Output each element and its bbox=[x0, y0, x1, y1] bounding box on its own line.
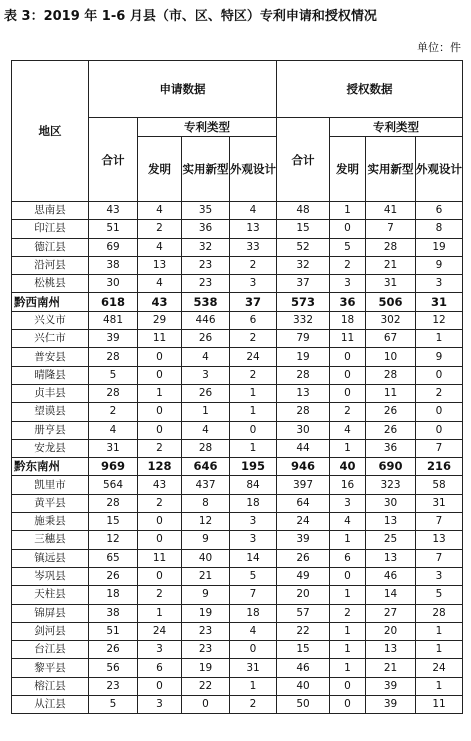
region-name-cell: 册亨县 bbox=[12, 421, 89, 439]
app-design-cell: 31 bbox=[230, 659, 277, 677]
app-total-cell: 28 bbox=[89, 348, 138, 366]
grant-invention-cell: 3 bbox=[330, 275, 366, 293]
table-row bbox=[12, 513, 463, 531]
table-row bbox=[12, 567, 463, 585]
grant-utility-cell: 13 bbox=[366, 549, 416, 567]
table-row bbox=[12, 348, 463, 366]
grant-utility-cell: 21 bbox=[366, 659, 416, 677]
grant-invention-cell: 0 bbox=[330, 696, 366, 714]
grant-total-cell: 24 bbox=[277, 513, 330, 531]
region-name-cell: 黄平县 bbox=[12, 494, 89, 512]
region-name-cell: 兴义市 bbox=[12, 311, 89, 329]
grant-invention-cell: 2 bbox=[330, 403, 366, 421]
app-invention-cell: 0 bbox=[138, 677, 182, 695]
grant-total-cell: 15 bbox=[277, 220, 330, 238]
grant-invention-cell: 5 bbox=[330, 238, 366, 256]
app-invention-cell: 128 bbox=[138, 458, 182, 476]
grant-design-cell: 12 bbox=[416, 311, 463, 329]
app-design-cell: 3 bbox=[230, 275, 277, 293]
table-row bbox=[12, 677, 463, 695]
table-row bbox=[12, 586, 463, 604]
app-design-cell: 1 bbox=[230, 677, 277, 695]
header-grant-total: 合计 bbox=[277, 118, 330, 202]
grant-design-cell: 31 bbox=[416, 293, 463, 311]
app-total-cell: 481 bbox=[89, 311, 138, 329]
app-design-cell: 3 bbox=[230, 513, 277, 531]
app-utility-cell: 538 bbox=[182, 293, 230, 311]
app-utility-cell: 28 bbox=[182, 439, 230, 457]
app-utility-cell: 26 bbox=[182, 384, 230, 402]
app-invention-cell: 2 bbox=[138, 220, 182, 238]
grant-total-cell: 15 bbox=[277, 641, 330, 659]
grant-total-cell: 50 bbox=[277, 696, 330, 714]
grant-total-cell: 397 bbox=[277, 476, 330, 494]
app-design-cell: 84 bbox=[230, 476, 277, 494]
grant-total-cell: 26 bbox=[277, 549, 330, 567]
grant-total-cell: 22 bbox=[277, 622, 330, 640]
app-invention-cell: 2 bbox=[138, 439, 182, 457]
app-total-cell: 4 bbox=[89, 421, 138, 439]
grant-design-cell: 0 bbox=[416, 403, 463, 421]
table-row bbox=[12, 494, 463, 512]
app-utility-cell: 23 bbox=[182, 622, 230, 640]
grant-utility-cell: 27 bbox=[366, 604, 416, 622]
table-row bbox=[12, 476, 463, 494]
app-design-cell: 33 bbox=[230, 238, 277, 256]
app-utility-cell: 9 bbox=[182, 586, 230, 604]
app-total-cell: 15 bbox=[89, 513, 138, 531]
app-utility-cell: 23 bbox=[182, 275, 230, 293]
header-grant-patent-type: 专利类型 bbox=[330, 118, 463, 137]
app-total-cell: 28 bbox=[89, 384, 138, 402]
app-design-cell: 13 bbox=[230, 220, 277, 238]
app-design-cell: 6 bbox=[230, 311, 277, 329]
region-name-cell: 兴仁市 bbox=[12, 330, 89, 348]
app-invention-cell: 13 bbox=[138, 256, 182, 274]
grant-utility-cell: 302 bbox=[366, 311, 416, 329]
grant-design-cell: 1 bbox=[416, 330, 463, 348]
app-total-cell: 43 bbox=[89, 202, 138, 220]
grant-design-cell: 216 bbox=[416, 458, 463, 476]
grant-utility-cell: 14 bbox=[366, 586, 416, 604]
region-name-cell: 天柱县 bbox=[12, 586, 89, 604]
header-region: 地区 bbox=[12, 61, 89, 202]
app-invention-cell: 2 bbox=[138, 586, 182, 604]
app-total-cell: 12 bbox=[89, 531, 138, 549]
app-design-cell: 2 bbox=[230, 256, 277, 274]
region-name-cell: 印江县 bbox=[12, 220, 89, 238]
grant-utility-cell: 39 bbox=[366, 696, 416, 714]
app-invention-cell: 3 bbox=[138, 641, 182, 659]
app-design-cell: 1 bbox=[230, 403, 277, 421]
app-utility-cell: 12 bbox=[182, 513, 230, 531]
table-row bbox=[12, 256, 463, 274]
grant-design-cell: 28 bbox=[416, 604, 463, 622]
grant-design-cell: 5 bbox=[416, 586, 463, 604]
app-invention-cell: 0 bbox=[138, 567, 182, 585]
grant-invention-cell: 2 bbox=[330, 604, 366, 622]
grant-design-cell: 6 bbox=[416, 202, 463, 220]
table-row bbox=[12, 275, 463, 293]
app-invention-cell: 0 bbox=[138, 348, 182, 366]
app-utility-cell: 4 bbox=[182, 421, 230, 439]
region-name-cell: 榕江县 bbox=[12, 677, 89, 695]
app-total-cell: 969 bbox=[89, 458, 138, 476]
app-design-cell: 37 bbox=[230, 293, 277, 311]
app-design-cell: 5 bbox=[230, 567, 277, 585]
header-app-total: 合计 bbox=[89, 118, 138, 202]
grant-utility-cell: 323 bbox=[366, 476, 416, 494]
grant-utility-cell: 39 bbox=[366, 677, 416, 695]
grant-total-cell: 57 bbox=[277, 604, 330, 622]
grant-total-cell: 48 bbox=[277, 202, 330, 220]
region-name-cell: 德江县 bbox=[12, 238, 89, 256]
table-row bbox=[12, 311, 463, 329]
grant-invention-cell: 11 bbox=[330, 330, 366, 348]
grant-total-cell: 37 bbox=[277, 275, 330, 293]
app-design-cell: 7 bbox=[230, 586, 277, 604]
patent-table bbox=[11, 60, 463, 714]
app-invention-cell: 0 bbox=[138, 421, 182, 439]
app-invention-cell: 6 bbox=[138, 659, 182, 677]
app-total-cell: 18 bbox=[89, 586, 138, 604]
table-body bbox=[12, 202, 463, 714]
grant-design-cell: 31 bbox=[416, 494, 463, 512]
app-design-cell: 195 bbox=[230, 458, 277, 476]
region-name-cell: 台江县 bbox=[12, 641, 89, 659]
grant-design-cell: 7 bbox=[416, 439, 463, 457]
grant-invention-cell: 1 bbox=[330, 439, 366, 457]
grant-total-cell: 28 bbox=[277, 403, 330, 421]
app-design-cell: 14 bbox=[230, 549, 277, 567]
table-row bbox=[12, 549, 463, 567]
grant-total-cell: 39 bbox=[277, 531, 330, 549]
unit-label: 单位：件 bbox=[417, 41, 461, 54]
grant-utility-cell: 25 bbox=[366, 531, 416, 549]
app-utility-cell: 9 bbox=[182, 531, 230, 549]
region-name-cell: 从江县 bbox=[12, 696, 89, 714]
app-utility-cell: 19 bbox=[182, 659, 230, 677]
grant-invention-cell: 16 bbox=[330, 476, 366, 494]
grant-utility-cell: 67 bbox=[366, 330, 416, 348]
region-name-cell: 贞丰县 bbox=[12, 384, 89, 402]
app-invention-cell: 43 bbox=[138, 476, 182, 494]
app-utility-cell: 21 bbox=[182, 567, 230, 585]
app-utility-cell: 32 bbox=[182, 238, 230, 256]
app-design-cell: 0 bbox=[230, 641, 277, 659]
app-total-cell: 28 bbox=[89, 494, 138, 512]
grant-invention-cell: 3 bbox=[330, 494, 366, 512]
grant-invention-cell: 36 bbox=[330, 293, 366, 311]
table-row bbox=[12, 202, 463, 220]
app-design-cell: 18 bbox=[230, 494, 277, 512]
grant-invention-cell: 1 bbox=[330, 641, 366, 659]
grant-invention-cell: 0 bbox=[330, 677, 366, 695]
grant-utility-cell: 36 bbox=[366, 439, 416, 457]
grant-invention-cell: 1 bbox=[330, 659, 366, 677]
app-total-cell: 56 bbox=[89, 659, 138, 677]
app-utility-cell: 35 bbox=[182, 202, 230, 220]
grant-invention-cell: 18 bbox=[330, 311, 366, 329]
app-invention-cell: 11 bbox=[138, 330, 182, 348]
grant-invention-cell: 0 bbox=[330, 366, 366, 384]
region-name-cell: 施秉县 bbox=[12, 513, 89, 531]
app-design-cell: 1 bbox=[230, 439, 277, 457]
header-app-invention: 发明 bbox=[138, 137, 182, 202]
app-invention-cell: 1 bbox=[138, 384, 182, 402]
grant-design-cell: 13 bbox=[416, 531, 463, 549]
grant-design-cell: 1 bbox=[416, 677, 463, 695]
grant-total-cell: 573 bbox=[277, 293, 330, 311]
grant-total-cell: 46 bbox=[277, 659, 330, 677]
grant-utility-cell: 10 bbox=[366, 348, 416, 366]
header-app-design: 外观设计 bbox=[230, 137, 277, 202]
header-app-patent-type: 专利类型 bbox=[138, 118, 277, 137]
app-design-cell: 2 bbox=[230, 696, 277, 714]
table-row bbox=[12, 220, 463, 238]
grant-invention-cell: 1 bbox=[330, 622, 366, 640]
region-name-cell: 黎平县 bbox=[12, 659, 89, 677]
grant-utility-cell: 690 bbox=[366, 458, 416, 476]
grant-total-cell: 332 bbox=[277, 311, 330, 329]
header-app-utility-model: 实用新型 bbox=[182, 137, 230, 202]
table-row bbox=[12, 421, 463, 439]
grant-invention-cell: 1 bbox=[330, 531, 366, 549]
app-total-cell: 39 bbox=[89, 330, 138, 348]
app-total-cell: 564 bbox=[89, 476, 138, 494]
app-total-cell: 65 bbox=[89, 549, 138, 567]
table-row bbox=[12, 604, 463, 622]
app-invention-cell: 29 bbox=[138, 311, 182, 329]
app-invention-cell: 4 bbox=[138, 202, 182, 220]
app-invention-cell: 0 bbox=[138, 403, 182, 421]
app-total-cell: 38 bbox=[89, 256, 138, 274]
app-utility-cell: 26 bbox=[182, 330, 230, 348]
grant-design-cell: 0 bbox=[416, 421, 463, 439]
grant-total-cell: 28 bbox=[277, 366, 330, 384]
app-invention-cell: 4 bbox=[138, 275, 182, 293]
app-design-cell: 4 bbox=[230, 202, 277, 220]
grant-design-cell: 0 bbox=[416, 366, 463, 384]
grant-total-cell: 44 bbox=[277, 439, 330, 457]
table-row bbox=[12, 659, 463, 677]
grant-utility-cell: 20 bbox=[366, 622, 416, 640]
grant-invention-cell: 1 bbox=[330, 586, 366, 604]
grant-utility-cell: 21 bbox=[366, 256, 416, 274]
region-name-cell: 沿河县 bbox=[12, 256, 89, 274]
grant-utility-cell: 30 bbox=[366, 494, 416, 512]
app-total-cell: 5 bbox=[89, 366, 138, 384]
app-utility-cell: 3 bbox=[182, 366, 230, 384]
grant-design-cell: 3 bbox=[416, 275, 463, 293]
grant-total-cell: 64 bbox=[277, 494, 330, 512]
app-design-cell: 3 bbox=[230, 531, 277, 549]
app-utility-cell: 19 bbox=[182, 604, 230, 622]
header-grant-design: 外观设计 bbox=[416, 137, 463, 202]
app-invention-cell: 0 bbox=[138, 513, 182, 531]
grant-utility-cell: 28 bbox=[366, 366, 416, 384]
grant-utility-cell: 46 bbox=[366, 567, 416, 585]
grant-invention-cell: 40 bbox=[330, 458, 366, 476]
app-utility-cell: 1 bbox=[182, 403, 230, 421]
header-grant-invention: 发明 bbox=[330, 137, 366, 202]
app-total-cell: 51 bbox=[89, 622, 138, 640]
app-design-cell: 2 bbox=[230, 366, 277, 384]
app-total-cell: 2 bbox=[89, 403, 138, 421]
region-name-cell: 松桃县 bbox=[12, 275, 89, 293]
grant-invention-cell: 4 bbox=[330, 513, 366, 531]
grant-utility-cell: 41 bbox=[366, 202, 416, 220]
header-grant-utility-model: 实用新型 bbox=[366, 137, 416, 202]
grant-utility-cell: 26 bbox=[366, 403, 416, 421]
table-row bbox=[12, 622, 463, 640]
region-name-cell: 普安县 bbox=[12, 348, 89, 366]
grant-total-cell: 946 bbox=[277, 458, 330, 476]
table-row bbox=[12, 403, 463, 421]
grant-design-cell: 7 bbox=[416, 549, 463, 567]
app-total-cell: 69 bbox=[89, 238, 138, 256]
app-invention-cell: 0 bbox=[138, 366, 182, 384]
app-utility-cell: 8 bbox=[182, 494, 230, 512]
region-name-cell: 黔东南州 bbox=[12, 458, 89, 476]
region-name-cell: 思南县 bbox=[12, 202, 89, 220]
grant-design-cell: 2 bbox=[416, 384, 463, 402]
grant-design-cell: 19 bbox=[416, 238, 463, 256]
grant-design-cell: 7 bbox=[416, 513, 463, 531]
app-total-cell: 26 bbox=[89, 567, 138, 585]
grant-invention-cell: 1 bbox=[330, 202, 366, 220]
table-row bbox=[12, 384, 463, 402]
app-design-cell: 0 bbox=[230, 421, 277, 439]
app-design-cell: 18 bbox=[230, 604, 277, 622]
grant-utility-cell: 26 bbox=[366, 421, 416, 439]
region-name-cell: 黔西南州 bbox=[12, 293, 89, 311]
grant-design-cell: 8 bbox=[416, 220, 463, 238]
app-invention-cell: 0 bbox=[138, 531, 182, 549]
grant-utility-cell: 11 bbox=[366, 384, 416, 402]
app-utility-cell: 40 bbox=[182, 549, 230, 567]
app-utility-cell: 36 bbox=[182, 220, 230, 238]
grant-utility-cell: 13 bbox=[366, 641, 416, 659]
app-utility-cell: 4 bbox=[182, 348, 230, 366]
subtotal-row bbox=[12, 293, 463, 311]
subtotal-row bbox=[12, 458, 463, 476]
region-name-cell: 晴隆县 bbox=[12, 366, 89, 384]
app-utility-cell: 646 bbox=[182, 458, 230, 476]
grant-design-cell: 1 bbox=[416, 622, 463, 640]
header-grant-data: 授权数据 bbox=[277, 61, 463, 118]
app-design-cell: 2 bbox=[230, 330, 277, 348]
grant-design-cell: 3 bbox=[416, 567, 463, 585]
grant-utility-cell: 31 bbox=[366, 275, 416, 293]
table-row bbox=[12, 641, 463, 659]
app-invention-cell: 4 bbox=[138, 238, 182, 256]
app-utility-cell: 23 bbox=[182, 256, 230, 274]
grant-design-cell: 11 bbox=[416, 696, 463, 714]
app-utility-cell: 0 bbox=[182, 696, 230, 714]
app-design-cell: 1 bbox=[230, 384, 277, 402]
header-application-data: 申请数据 bbox=[89, 61, 277, 118]
grant-invention-cell: 0 bbox=[330, 384, 366, 402]
grant-utility-cell: 13 bbox=[366, 513, 416, 531]
grant-total-cell: 40 bbox=[277, 677, 330, 695]
region-name-cell: 岑巩县 bbox=[12, 567, 89, 585]
grant-design-cell: 1 bbox=[416, 641, 463, 659]
grant-invention-cell: 0 bbox=[330, 567, 366, 585]
app-total-cell: 38 bbox=[89, 604, 138, 622]
table-row bbox=[12, 439, 463, 457]
app-total-cell: 51 bbox=[89, 220, 138, 238]
app-total-cell: 30 bbox=[89, 275, 138, 293]
grant-utility-cell: 28 bbox=[366, 238, 416, 256]
region-name-cell: 安龙县 bbox=[12, 439, 89, 457]
app-total-cell: 26 bbox=[89, 641, 138, 659]
grant-invention-cell: 6 bbox=[330, 549, 366, 567]
grant-total-cell: 19 bbox=[277, 348, 330, 366]
grant-total-cell: 20 bbox=[277, 586, 330, 604]
app-utility-cell: 446 bbox=[182, 311, 230, 329]
grant-total-cell: 32 bbox=[277, 256, 330, 274]
region-name-cell: 剑河县 bbox=[12, 622, 89, 640]
grant-design-cell: 24 bbox=[416, 659, 463, 677]
grant-invention-cell: 0 bbox=[330, 220, 366, 238]
table-row bbox=[12, 366, 463, 384]
grant-total-cell: 52 bbox=[277, 238, 330, 256]
app-invention-cell: 24 bbox=[138, 622, 182, 640]
grant-utility-cell: 506 bbox=[366, 293, 416, 311]
grant-invention-cell: 4 bbox=[330, 421, 366, 439]
table-title: 表 3：2019 年 1-6 月县（市、区、特区）专利申请和授权情况 bbox=[4, 9, 377, 24]
region-name-cell: 凯里市 bbox=[12, 476, 89, 494]
app-invention-cell: 11 bbox=[138, 549, 182, 567]
grant-total-cell: 49 bbox=[277, 567, 330, 585]
app-design-cell: 4 bbox=[230, 622, 277, 640]
grant-design-cell: 9 bbox=[416, 348, 463, 366]
grant-total-cell: 30 bbox=[277, 421, 330, 439]
app-invention-cell: 43 bbox=[138, 293, 182, 311]
table-row bbox=[12, 531, 463, 549]
grant-utility-cell: 7 bbox=[366, 220, 416, 238]
table-row bbox=[12, 330, 463, 348]
grant-design-cell: 9 bbox=[416, 256, 463, 274]
region-name-cell: 锦屏县 bbox=[12, 604, 89, 622]
region-name-cell: 三穗县 bbox=[12, 531, 89, 549]
grant-total-cell: 79 bbox=[277, 330, 330, 348]
app-utility-cell: 437 bbox=[182, 476, 230, 494]
table-row bbox=[12, 238, 463, 256]
app-total-cell: 23 bbox=[89, 677, 138, 695]
app-invention-cell: 3 bbox=[138, 696, 182, 714]
app-total-cell: 5 bbox=[89, 696, 138, 714]
grant-invention-cell: 2 bbox=[330, 256, 366, 274]
app-utility-cell: 23 bbox=[182, 641, 230, 659]
app-invention-cell: 1 bbox=[138, 604, 182, 622]
table-row bbox=[12, 696, 463, 714]
app-design-cell: 24 bbox=[230, 348, 277, 366]
grant-total-cell: 13 bbox=[277, 384, 330, 402]
app-total-cell: 618 bbox=[89, 293, 138, 311]
region-name-cell: 望谟县 bbox=[12, 403, 89, 421]
app-total-cell: 31 bbox=[89, 439, 138, 457]
region-name-cell: 镇远县 bbox=[12, 549, 89, 567]
grant-invention-cell: 0 bbox=[330, 348, 366, 366]
app-utility-cell: 22 bbox=[182, 677, 230, 695]
app-invention-cell: 2 bbox=[138, 494, 182, 512]
grant-design-cell: 58 bbox=[416, 476, 463, 494]
